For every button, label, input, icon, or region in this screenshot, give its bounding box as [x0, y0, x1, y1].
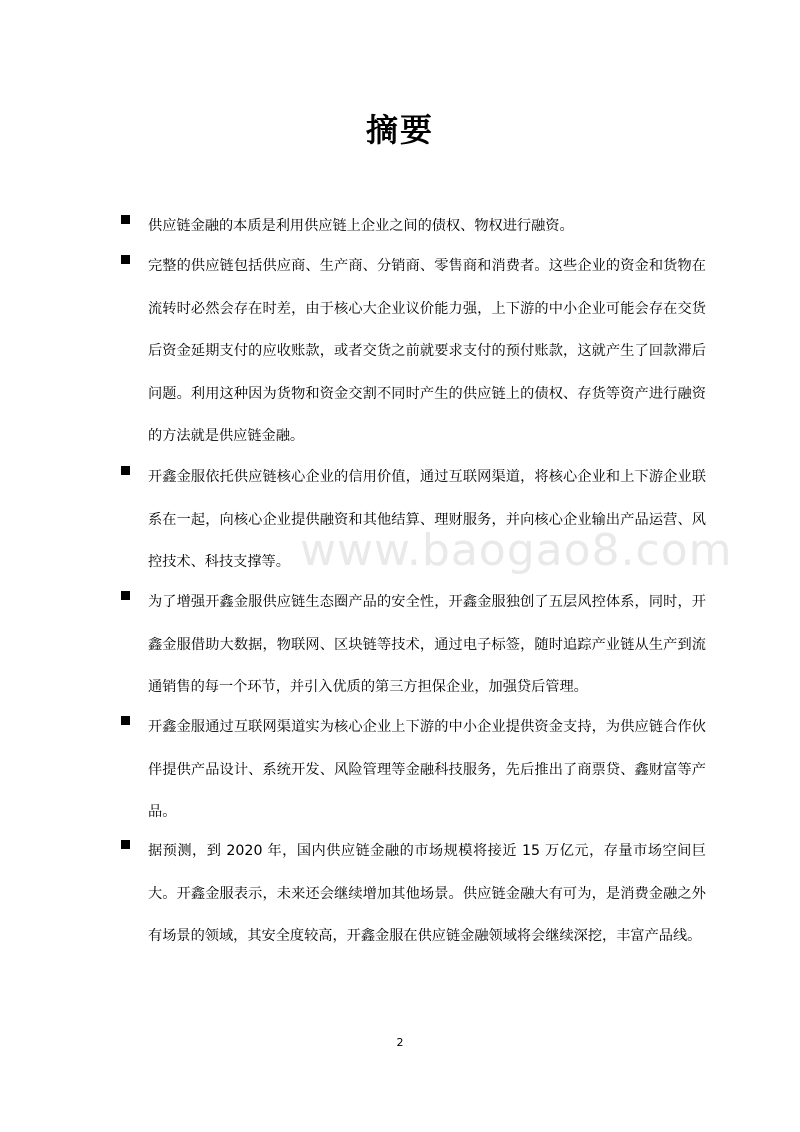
- square-bullet-icon: [121, 716, 130, 725]
- bullet-item: [121, 581, 711, 709]
- square-bullet-icon: [121, 215, 130, 224]
- bullet-text: 据预测，到 2020 年，国内供应链金融的市场规模将接近 15 万亿元，存量市场空间巨大。开鑫金服表示，未来还会继续增加其他场景。供应链金融大有可为，是消费金融之外有场景的领域，其安全度较高，开鑫金服在供应链金融领域将会继续深挖，丰富产品线。: [148, 843, 706, 944]
- square-bullet-icon: [121, 840, 130, 849]
- bullet-item: [121, 830, 711, 958]
- page-title: 摘要: [365, 111, 434, 149]
- bullet-item: [121, 205, 711, 248]
- bullet-text: 开鑫金服通过互联网渠道实为核心企业上下游的中小企业提供资金支持，为供应链合作伙伴提供产品设计、系统开发、风险管理等金融科技服务，先后推出了商票贷、鑫财富等产品。: [148, 719, 706, 820]
- bullet-text: 供应链金融的本质是利用供应链上企业之间的债权、物权进行融资。: [148, 218, 574, 234]
- square-bullet-icon: [121, 255, 130, 264]
- bullet-item: [121, 456, 711, 584]
- square-bullet-icon: [121, 466, 130, 475]
- bullet-text: 完整的供应链包括供应商、生产商、分销商、零售商和消费者。这些企业的资金和货物在流转时必然会存在时差，由于核心大企业议价能力强，上下游的中小企业可能会存在交货后资金延期支付的应收账款，或者交货之前就要求支付的预付账款，这就产生了回款滞后问题。利用这种因为货物和资金交割不同时产生的供应链上的债权、存货等资产进行融资的方法就是供应链金融。: [148, 258, 706, 444]
- page-number: 2: [396, 1036, 404, 1049]
- bullet-item: [121, 706, 711, 834]
- watermark: www.baogao8.com: [300, 525, 733, 576]
- square-bullet-icon: [121, 591, 130, 600]
- bullet-text: 为了增强开鑫金服供应链生态圈产品的安全性，开鑫金服独创了五层风控体系，同时，开鑫金服借助大数据，物联网、区块链等技术，通过电子标签，随时追踪产业链从生产到流通销售的每一个环节，并引入优质的第三方担保企业，加强贷后管理。: [148, 594, 706, 695]
- bullet-item: [121, 245, 711, 458]
- bullet-text: 开鑫金服依托供应链核心企业的信用价值，通过互联网渠道，将核心企业和上下游企业联系在一起，向核心企业提供融资和其他结算、理财服务，并向核心企业输出产品运营、风控技术、科技支撑等。: [148, 469, 706, 570]
